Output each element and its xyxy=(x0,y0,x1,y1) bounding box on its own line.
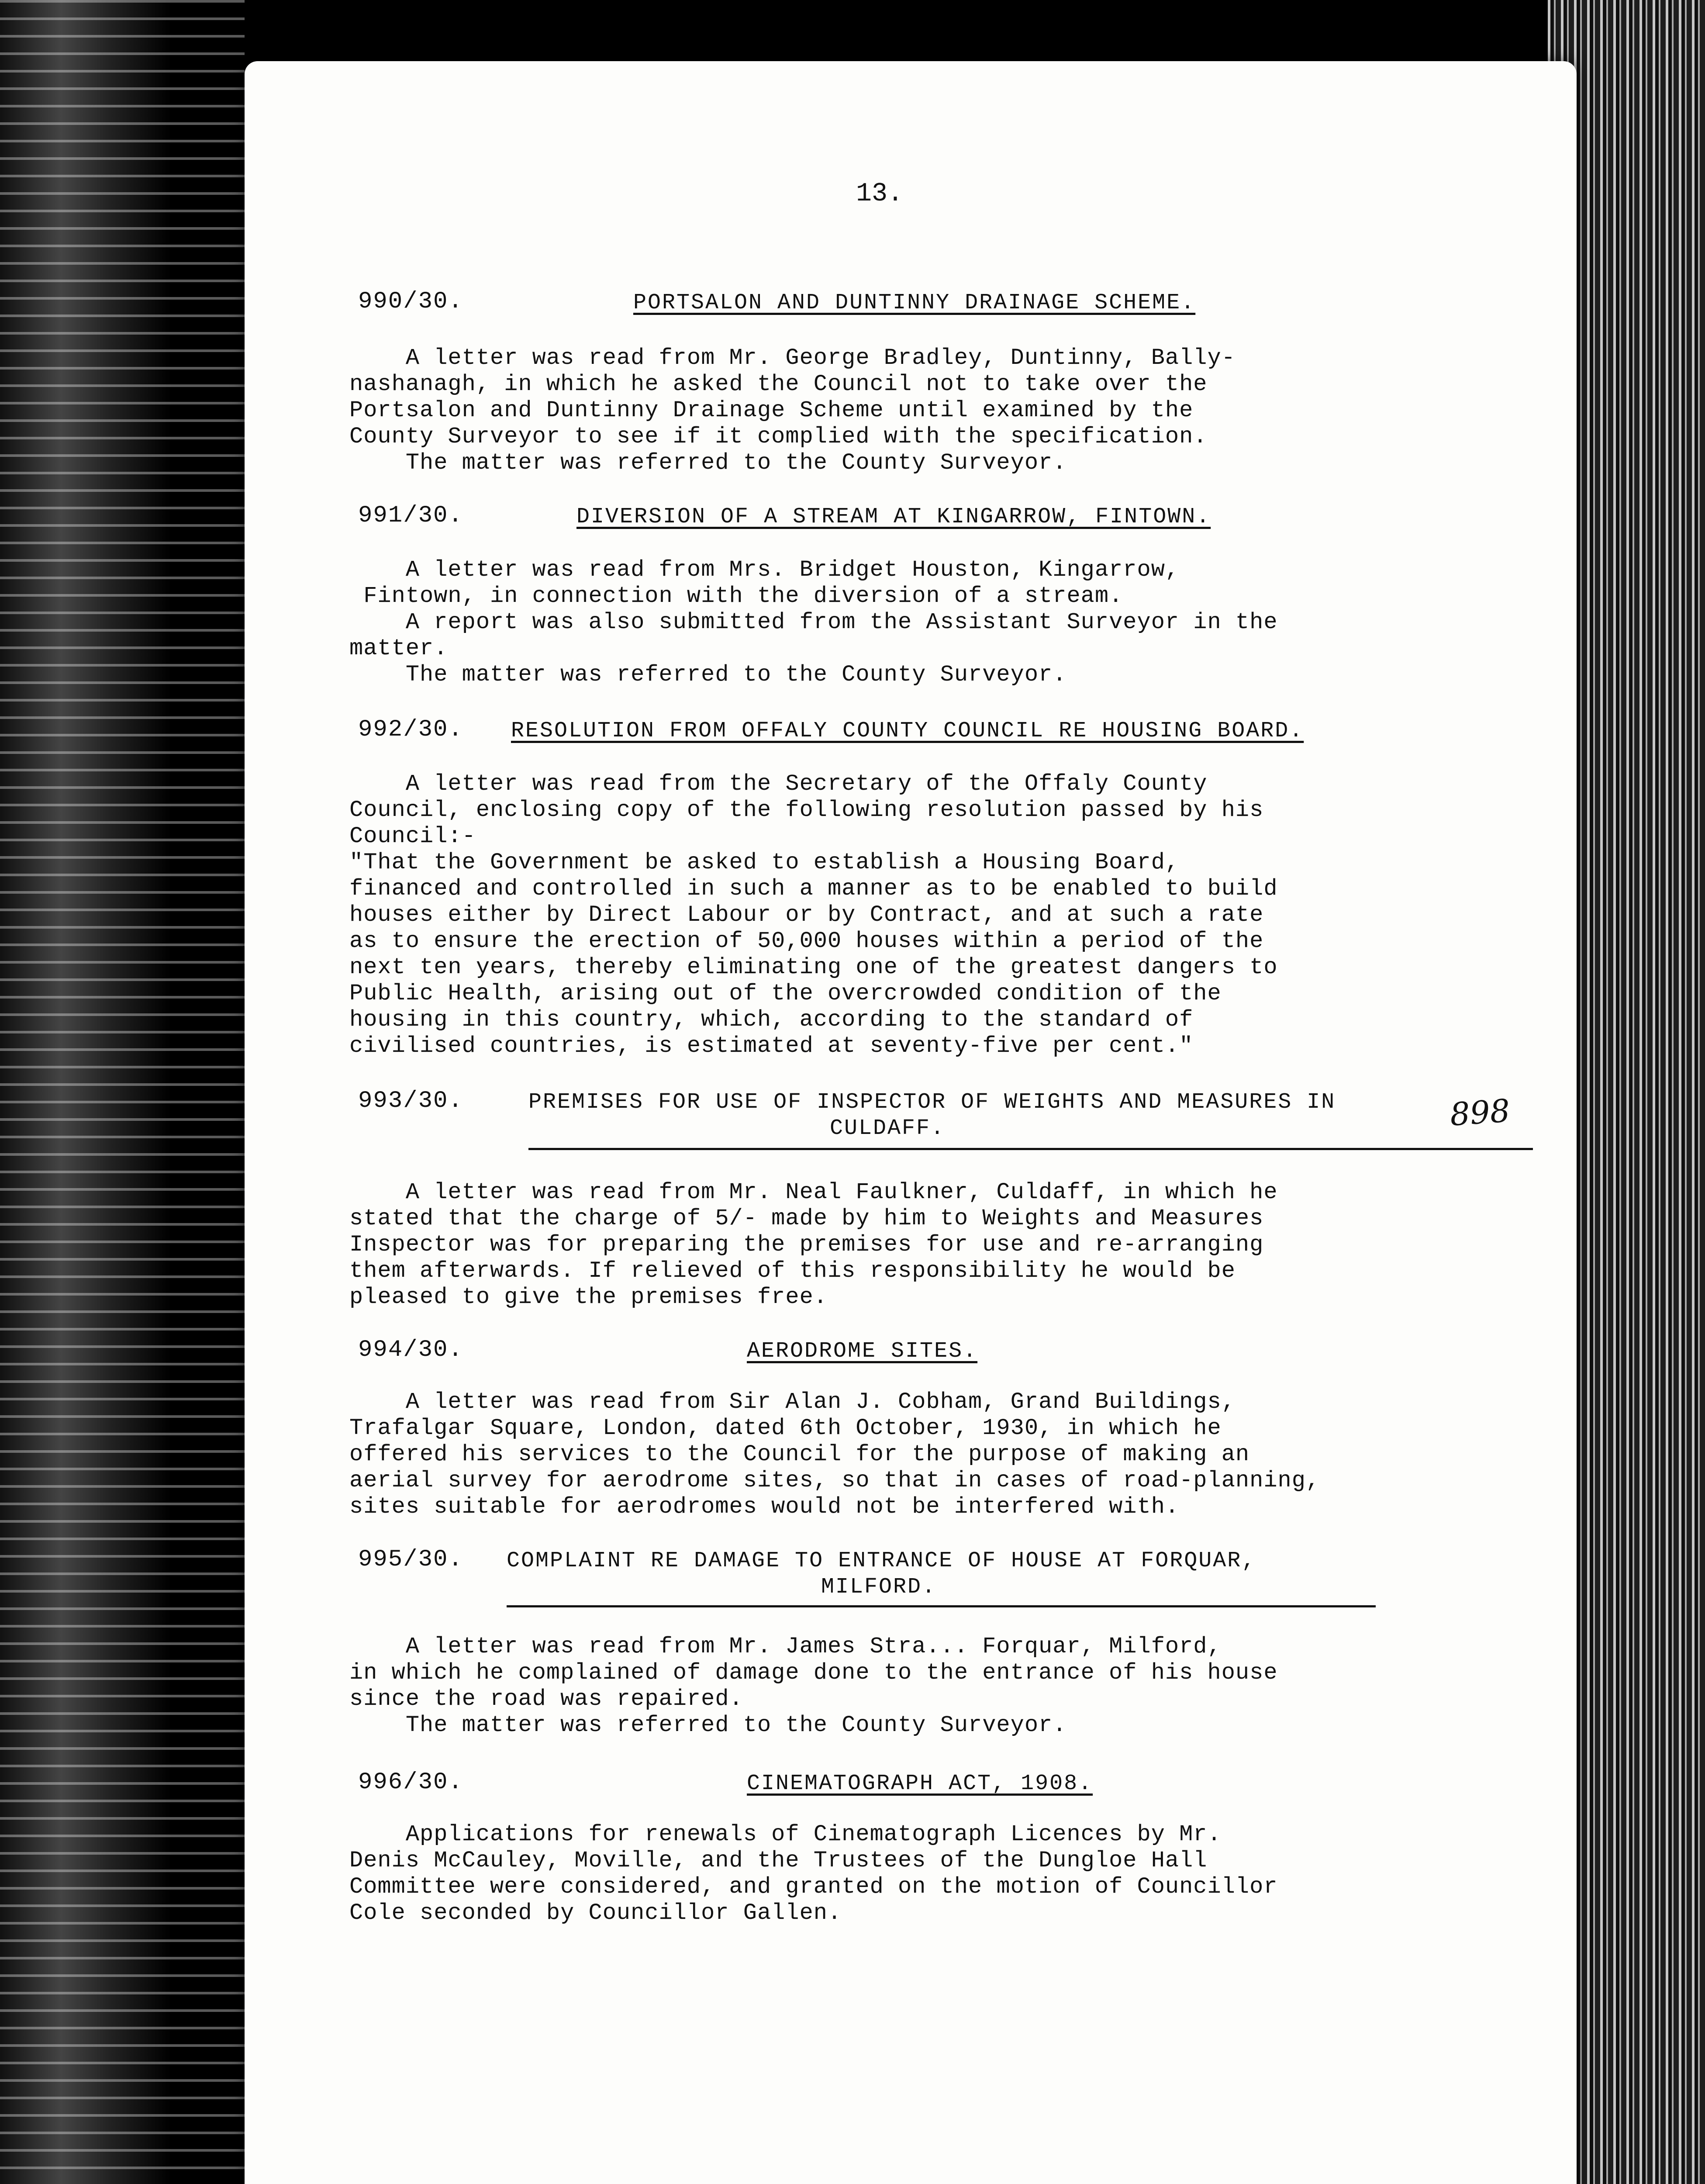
minute-ref-995: 995/30. xyxy=(358,1546,463,1573)
scanner-left-edge xyxy=(0,0,245,2184)
minute-ref-990: 990/30. xyxy=(358,288,463,315)
minute-body-993: A letter was read from Mr. Neal Faulkner, Culdaff, in which he stated that the charge of 5/- made by him to Weights and Measures Inspector was for preparing the premises for use and re-arranging them afterwards. If relieved of this responsibility he would be pleased to give the premises free. xyxy=(349,1179,1278,1310)
heading-underline-993 xyxy=(528,1148,1533,1150)
minute-ref-994: 994/30. xyxy=(358,1337,463,1363)
minute-ref-996: 996/30. xyxy=(358,1769,463,1796)
minute-heading-990: PORTSALON AND DUNTINNY DRAINAGE SCHEME. xyxy=(633,290,1196,315)
handwritten-margin-note: 898 xyxy=(1449,1092,1512,1133)
minute-body-994: A letter was read from Sir Alan J. Cobham, Grand Buildings, Trafalgar Square, London, dated 6th October, 1930, in which he offered his services to the Council for the purpose of making an aerial survey for aerodrome sites, so that in cases of road-planning, sites suitable for aerodromes would not be interfered with. xyxy=(349,1389,1320,1520)
minute-heading-995-line2: MILFORD. xyxy=(821,1575,937,1600)
minute-heading-993: PREMISES FOR USE OF INSPECTOR OF WEIGHTS AND MEASURES IN xyxy=(528,1090,1336,1115)
minute-body-995: A letter was read from Mr. James Stra... Forquar, Milford, in which he complained of damage done to the entrance of his house since the road was repaired. The matter was referred to the County Surveyor. xyxy=(349,1634,1278,1738)
minute-body-996: Applications for renewals of Cinematograph Licences by Mr. Denis McCauley, Moville, and the Trustees of the Dungloe Hall Committee were considered, and granted on the motion of Councillor Cole seconded by Councillor Gallen. xyxy=(349,1821,1278,1926)
minute-heading-992: RESOLUTION FROM OFFALY COUNTY COUNCIL RE HOUSING BOARD. xyxy=(511,719,1304,743)
minute-heading-991: DIVERSION OF A STREAM AT KINGARROW, FINTOWN. xyxy=(576,505,1211,529)
minute-body-990: A letter was read from Mr. George Bradley, Duntinny, Bally- nashanagh, in which he asked the Council not to take over the Portsalon and Duntinny Drainage Scheme until examined by the County Surveyor to see if it complied with the specification. The matter was referred to the County Surveyor. xyxy=(349,345,1236,476)
minute-heading-994: AERODROME SITES. xyxy=(747,1339,978,1364)
minute-ref-991: 991/30. xyxy=(358,502,463,529)
minute-ref-992: 992/30. xyxy=(358,716,463,743)
minute-body-992: A letter was read from the Secretary of the Offaly County Council, enclosing copy of the following resolution passed by his Council:- "That the Government be asked to establish a Housing Board, financed and controlled in such a manner as to be enabled to build houses either by Direct Labour or by Contract, and at such a rate as to ensure the erection of 50,000 houses within a period of the next ten years, thereby eliminating one of the greatest dangers to Public Health, arising out of the overcrowded condition of the housing in this country, which, according to the standard of civilised countries, is estimated at seventy-five per cent." xyxy=(349,771,1278,1059)
minute-heading-995: COMPLAINT RE DAMAGE TO ENTRANCE OF HOUSE AT FORQUAR, xyxy=(507,1548,1256,1573)
minute-body-991: A letter was read from Mrs. Bridget Houston, Kingarrow, Fintown, in connection with the diversion of a stream. A report was also submitted from the Assistant Surveyor in the matter. The matter was referred to the County Surveyor. xyxy=(349,557,1278,688)
minute-ref-993: 993/30. xyxy=(358,1088,463,1114)
heading-underline-995 xyxy=(507,1605,1376,1607)
minute-heading-996: CINEMATOGRAPH ACT, 1908. xyxy=(747,1771,1093,1796)
document-page xyxy=(245,61,1577,2184)
minute-heading-993-line2: CULDAFF. xyxy=(830,1116,946,1141)
page-number: 13. xyxy=(856,179,904,209)
